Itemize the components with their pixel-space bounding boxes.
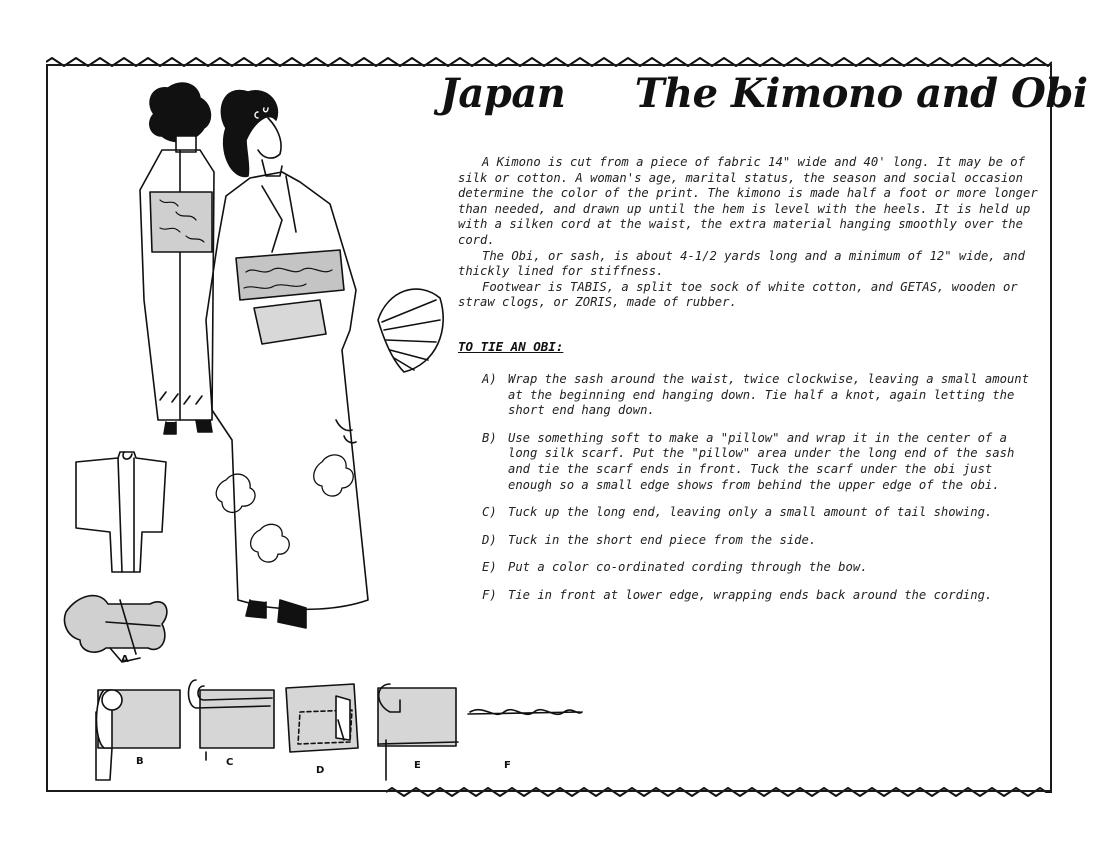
step-text: Use something soft to make a "pillow" and wrap it in the center of a long silk scarf. Put the "pillow" area under the long end of the sash and tie the scarf ends in front. Tuck the scarf under the obi just enough so a small edge shows from behind the upper edge of the obi. (508, 430, 1015, 492)
step-text: Put a color co-ordinated cording through the bow. (508, 560, 868, 575)
figure-label-f: F (504, 760, 511, 771)
step-letter: F) (482, 587, 497, 602)
step-letter: D) (482, 532, 497, 547)
step-text: Wrap the sash around the waist, twice clockwise, leaving a small amount at the beginning end hanging down. Tie half a knot, again letting the short end hang down. (508, 372, 1029, 418)
step-letter: C) (482, 505, 497, 520)
intro-paragraph-footwear: Footwear is TABIS, a split toe sock of white cotton, and GETAS, wooden or straw clogs, or ZORIS, made of rubber. (458, 279, 1018, 310)
figure-label-d: D (316, 765, 325, 776)
title-country: Japan (440, 70, 566, 117)
intro-paragraph-obi: The Obi, or sash, is about 4-1/2 yards long and a minimum of 12" wide, and thickly lined for stiffness. (458, 248, 1025, 279)
step-letter: B) (482, 430, 497, 445)
title-subject: The Kimono and Obi (634, 70, 1088, 117)
figure-label-b: B (136, 756, 144, 767)
intro-paragraph-kimono: A Kimono is cut from a piece of fabric 14" wide and 40' long. It may be of silk or cotton. A woman's age, marital status, the season and social occasion determine the color of the print. The kimono is made half a foot or more longer than needed, and drawn up until the hem is level with the heels. It is held up with a silken cord at the waist, the extra material hanging smoothly over the cord. (458, 155, 1038, 247)
how-to-heading: TO TIE AN OBI: (458, 339, 564, 354)
figure-label-a: A (121, 654, 129, 665)
front-view-figure-illustration (206, 91, 443, 628)
figure-label-c: C (226, 757, 234, 768)
step-text: Tie in front at lower edge, wrapping ends back around the cording. (508, 587, 993, 602)
obi-bow-sketch-a (65, 596, 167, 662)
step-text: Tuck up the long end, leaving only a small amount of tail showing. (508, 505, 993, 520)
step-letter: E) (482, 560, 497, 575)
figure-label-e: E (414, 760, 421, 771)
flat-kimono-sketch (76, 452, 166, 572)
step-text: Tuck in the short end piece from the side. (508, 532, 817, 547)
step-letter: A) (482, 372, 497, 386)
back-view-figure-illustration (140, 83, 214, 434)
